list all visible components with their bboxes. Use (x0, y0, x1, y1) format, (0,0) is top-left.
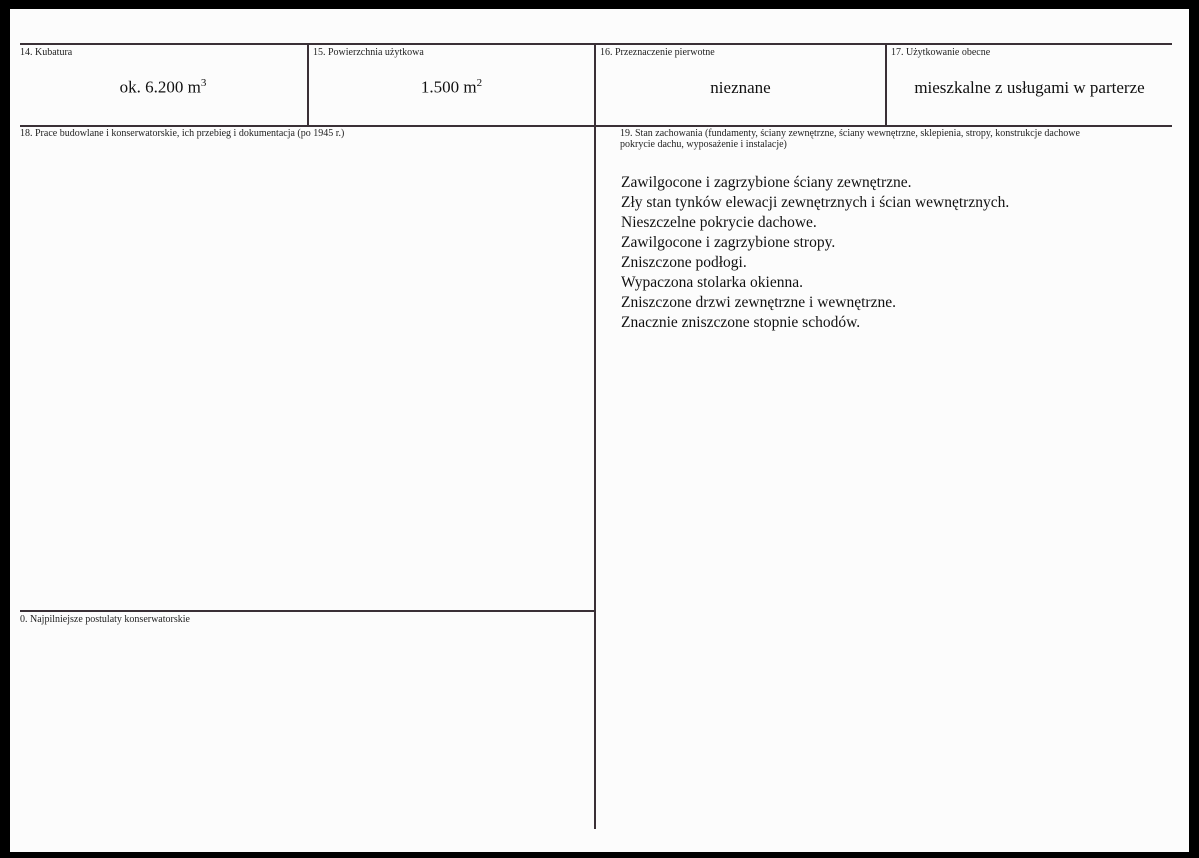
condition-item: Zły stan tynków elewacji zewnętrznych i ścian wewnętrznych. (621, 194, 1010, 211)
field-14-value-text: ok. 6.200 m (119, 77, 201, 97)
field-14-unit-exponent: 3 (200, 77, 207, 89)
field-18-label: 18. Prace budowlane i konserwatorskie, ich przebieg i dokumentacja (po 1945 r.) (20, 128, 345, 139)
field-15-label: 15. Powierzchnia użytkowa (313, 47, 424, 58)
field-19-label-line-2: pokrycie dachu, wyposażenie i instalacje) (620, 139, 787, 150)
condition-item: Wypaczona stolarka okienna. (621, 274, 803, 291)
field-15-value-text: 1.500 m (420, 77, 477, 97)
field-17-value: mieszkalne z usługami w parterze (914, 78, 1145, 97)
field-17-label: 17. Użytkowanie obecne (891, 47, 991, 58)
top-rule (20, 43, 1172, 45)
field-14-label: 14. Kubatura (20, 47, 73, 58)
field-15-unit-exponent: 2 (476, 77, 483, 89)
field-19-label (620, 128, 1160, 150)
field-20-label: 0. Najpilniejsze postulaty konserwatorskie (20, 614, 190, 625)
row-rule (20, 125, 1172, 127)
field-19-condition-list (621, 173, 1009, 333)
condition-item: Nieszczelne pokrycie dachowe. (621, 214, 817, 231)
field-14-value (20, 77, 306, 98)
divider-15-16 (594, 44, 596, 829)
condition-item: Zniszczone podłogi. (621, 254, 747, 271)
field-19-label-line-1: 19. Stan zachowania (fundamenty, ściany zewnętrzne, ściany wewnętrzne, sklepienia, stropy, konstrukcje dachowe (620, 128, 1080, 139)
condition-item: Zawilgocone i zagrzybione stropy. (621, 234, 836, 251)
field-16-value: nieznane (710, 78, 771, 97)
condition-item: Znacznie zniszczone stopnie schodów. (621, 314, 861, 331)
condition-item: Zawilgocone i zagrzybione ściany zewnętrzne. (621, 174, 912, 191)
field-15-value (309, 77, 594, 98)
condition-item: Zniszczone drzwi zewnętrzne i wewnętrzne. (621, 294, 896, 311)
field-16-label: 16. Przeznaczenie pierwotne (600, 47, 715, 58)
section-18-bottom-rule (20, 610, 596, 612)
